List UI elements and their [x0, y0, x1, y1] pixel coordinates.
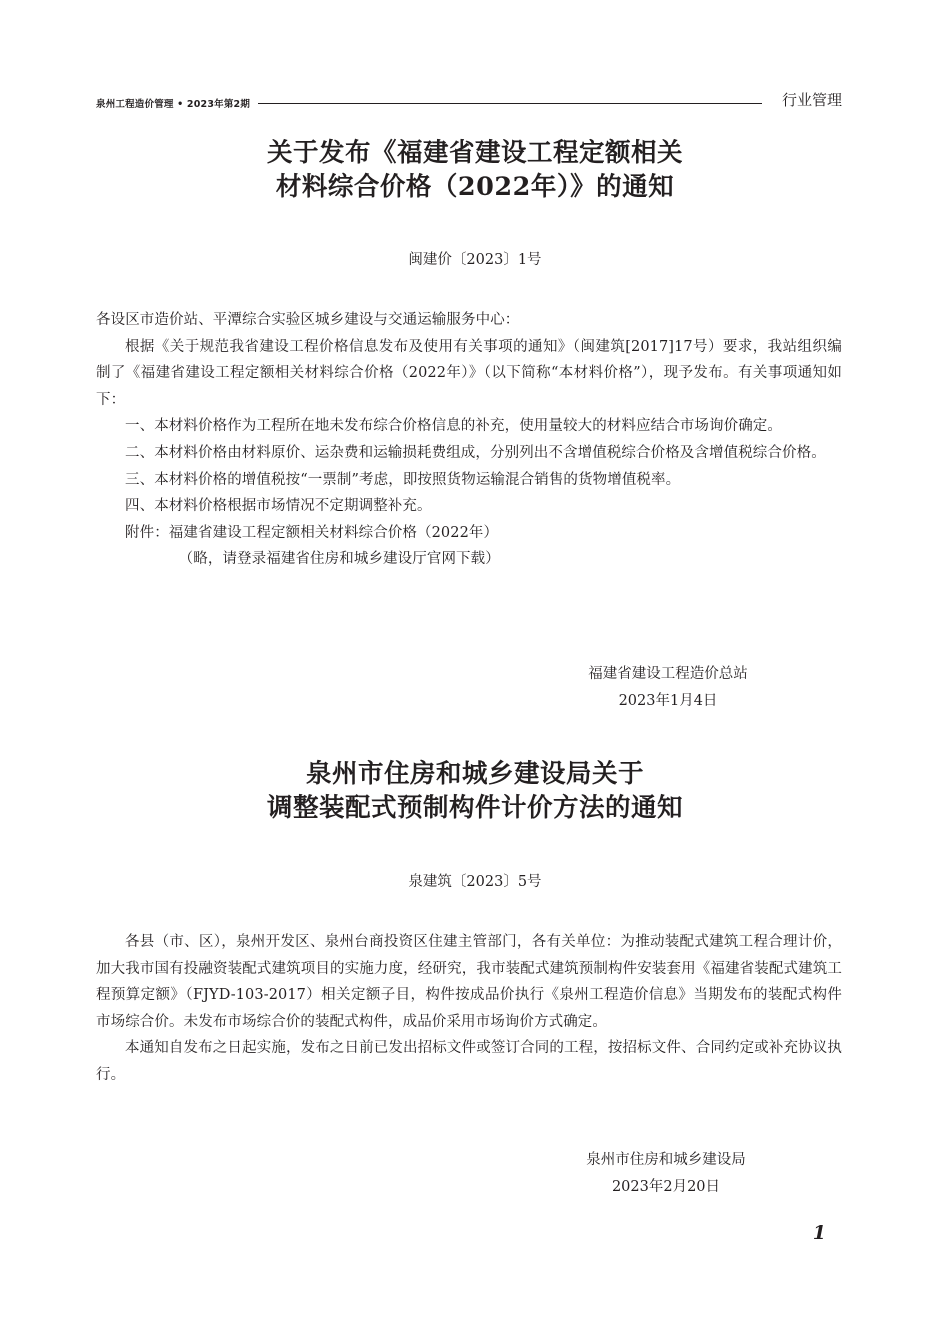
notice2-doc-number: 泉建筑〔2023〕5号: [408, 874, 542, 890]
notice2-title: [60, 757, 890, 825]
page-number: 1: [812, 1222, 826, 1244]
notice1-attachment-note: （略，请登录福建省住房和城乡建设厅官网下载）: [178, 551, 500, 568]
notice2-para2: 本通知自发布之日起实施，发布之日前已发出招标文件或签订合同的工程，按招标文件、合同约定或补充协议执行。: [96, 1040, 842, 1083]
notice1-body: [96, 307, 842, 573]
notice2-signer: 泉州市住房和城乡建设局: [586, 1152, 746, 1168]
header-rule: [258, 103, 762, 104]
running-header: [96, 86, 842, 116]
notice1-doc-number: 闽建价〔2023〕1号: [408, 252, 542, 268]
notice1-signature: [538, 661, 798, 714]
notice1-item1: 一、本材料价格作为工程所在地未发布综合价格信息的补充，使用量较大的材料应结合市场询价确定。: [125, 418, 782, 435]
section-name: 行业管理: [781, 91, 842, 109]
notice1-item3: 三、本材料价格的增值税按“一票制”考虑，即按照货物运输混合销售的货物增值税率。: [125, 471, 681, 488]
notice1-recipient: 各设区市造价站、平潭综合实验区城乡建设与交通运输服务中心：: [96, 312, 520, 328]
notice2-signature: [536, 1147, 796, 1200]
notice2-body: [96, 929, 842, 1089]
notice2-title-line1: 泉州市住房和城乡建设局关于: [305, 759, 644, 789]
notice1-item2: 二、本材料价格由材料原价、运杂费和运输损耗费组成，分别列出不含增值税综合价格及含增值税综合价格。: [125, 444, 826, 461]
notice2-date: 2023年2月20日: [611, 1178, 721, 1195]
notice1-item4: 四、本材料价格根据市场情况不定期调整补充。: [125, 498, 432, 515]
notice1-intro: 根据《关于规范我省建设工程价格信息发布及使用有关事项的通知》（闽建筑[2017]17号）要求，我站组织编制了《福建省建设工程定额相关材料综合价格（2022年）》（以下简称“本材料价格”），现予发布。有关事项通知如下：: [96, 338, 842, 408]
notice1-attachment: 附件：福建省建设工程定额相关材料综合价格（2022年）: [125, 524, 499, 541]
notice2-title-line2: 调整装配式预制构件计价方法的通知: [266, 793, 683, 823]
notice2-para1: 各县（市、区），泉州开发区、泉州台商投资区住建主管部门，各有关单位：为推动装配式建筑工程合理计价，加大我市国有投融资装配式建筑项目的实施力度，经研究，我市装配式建筑预制构件安装套用《福建省装配式建筑工程预算定额》（FJYD-103-2017）相关定额子目，构件按成品价执行《泉州工程造价信息》当期发布的装配式构件市场综合价。未发布市场综合价的装配式构件，成品价采用市场询价方式确定。: [96, 934, 842, 1030]
notice1-title-line1: 关于发布《福建省建设工程定额相关: [266, 138, 683, 168]
notice1-title: [60, 136, 890, 204]
notice1-title-line2: 材料综合价格（2022年）》的通知: [275, 172, 675, 202]
notice1-date: 2023年1月4日: [618, 692, 718, 709]
notice1-signer: 福建省建设工程造价总站: [588, 666, 748, 682]
journal-name: 泉州工程造价管理 • 2023年第2期: [96, 99, 251, 110]
